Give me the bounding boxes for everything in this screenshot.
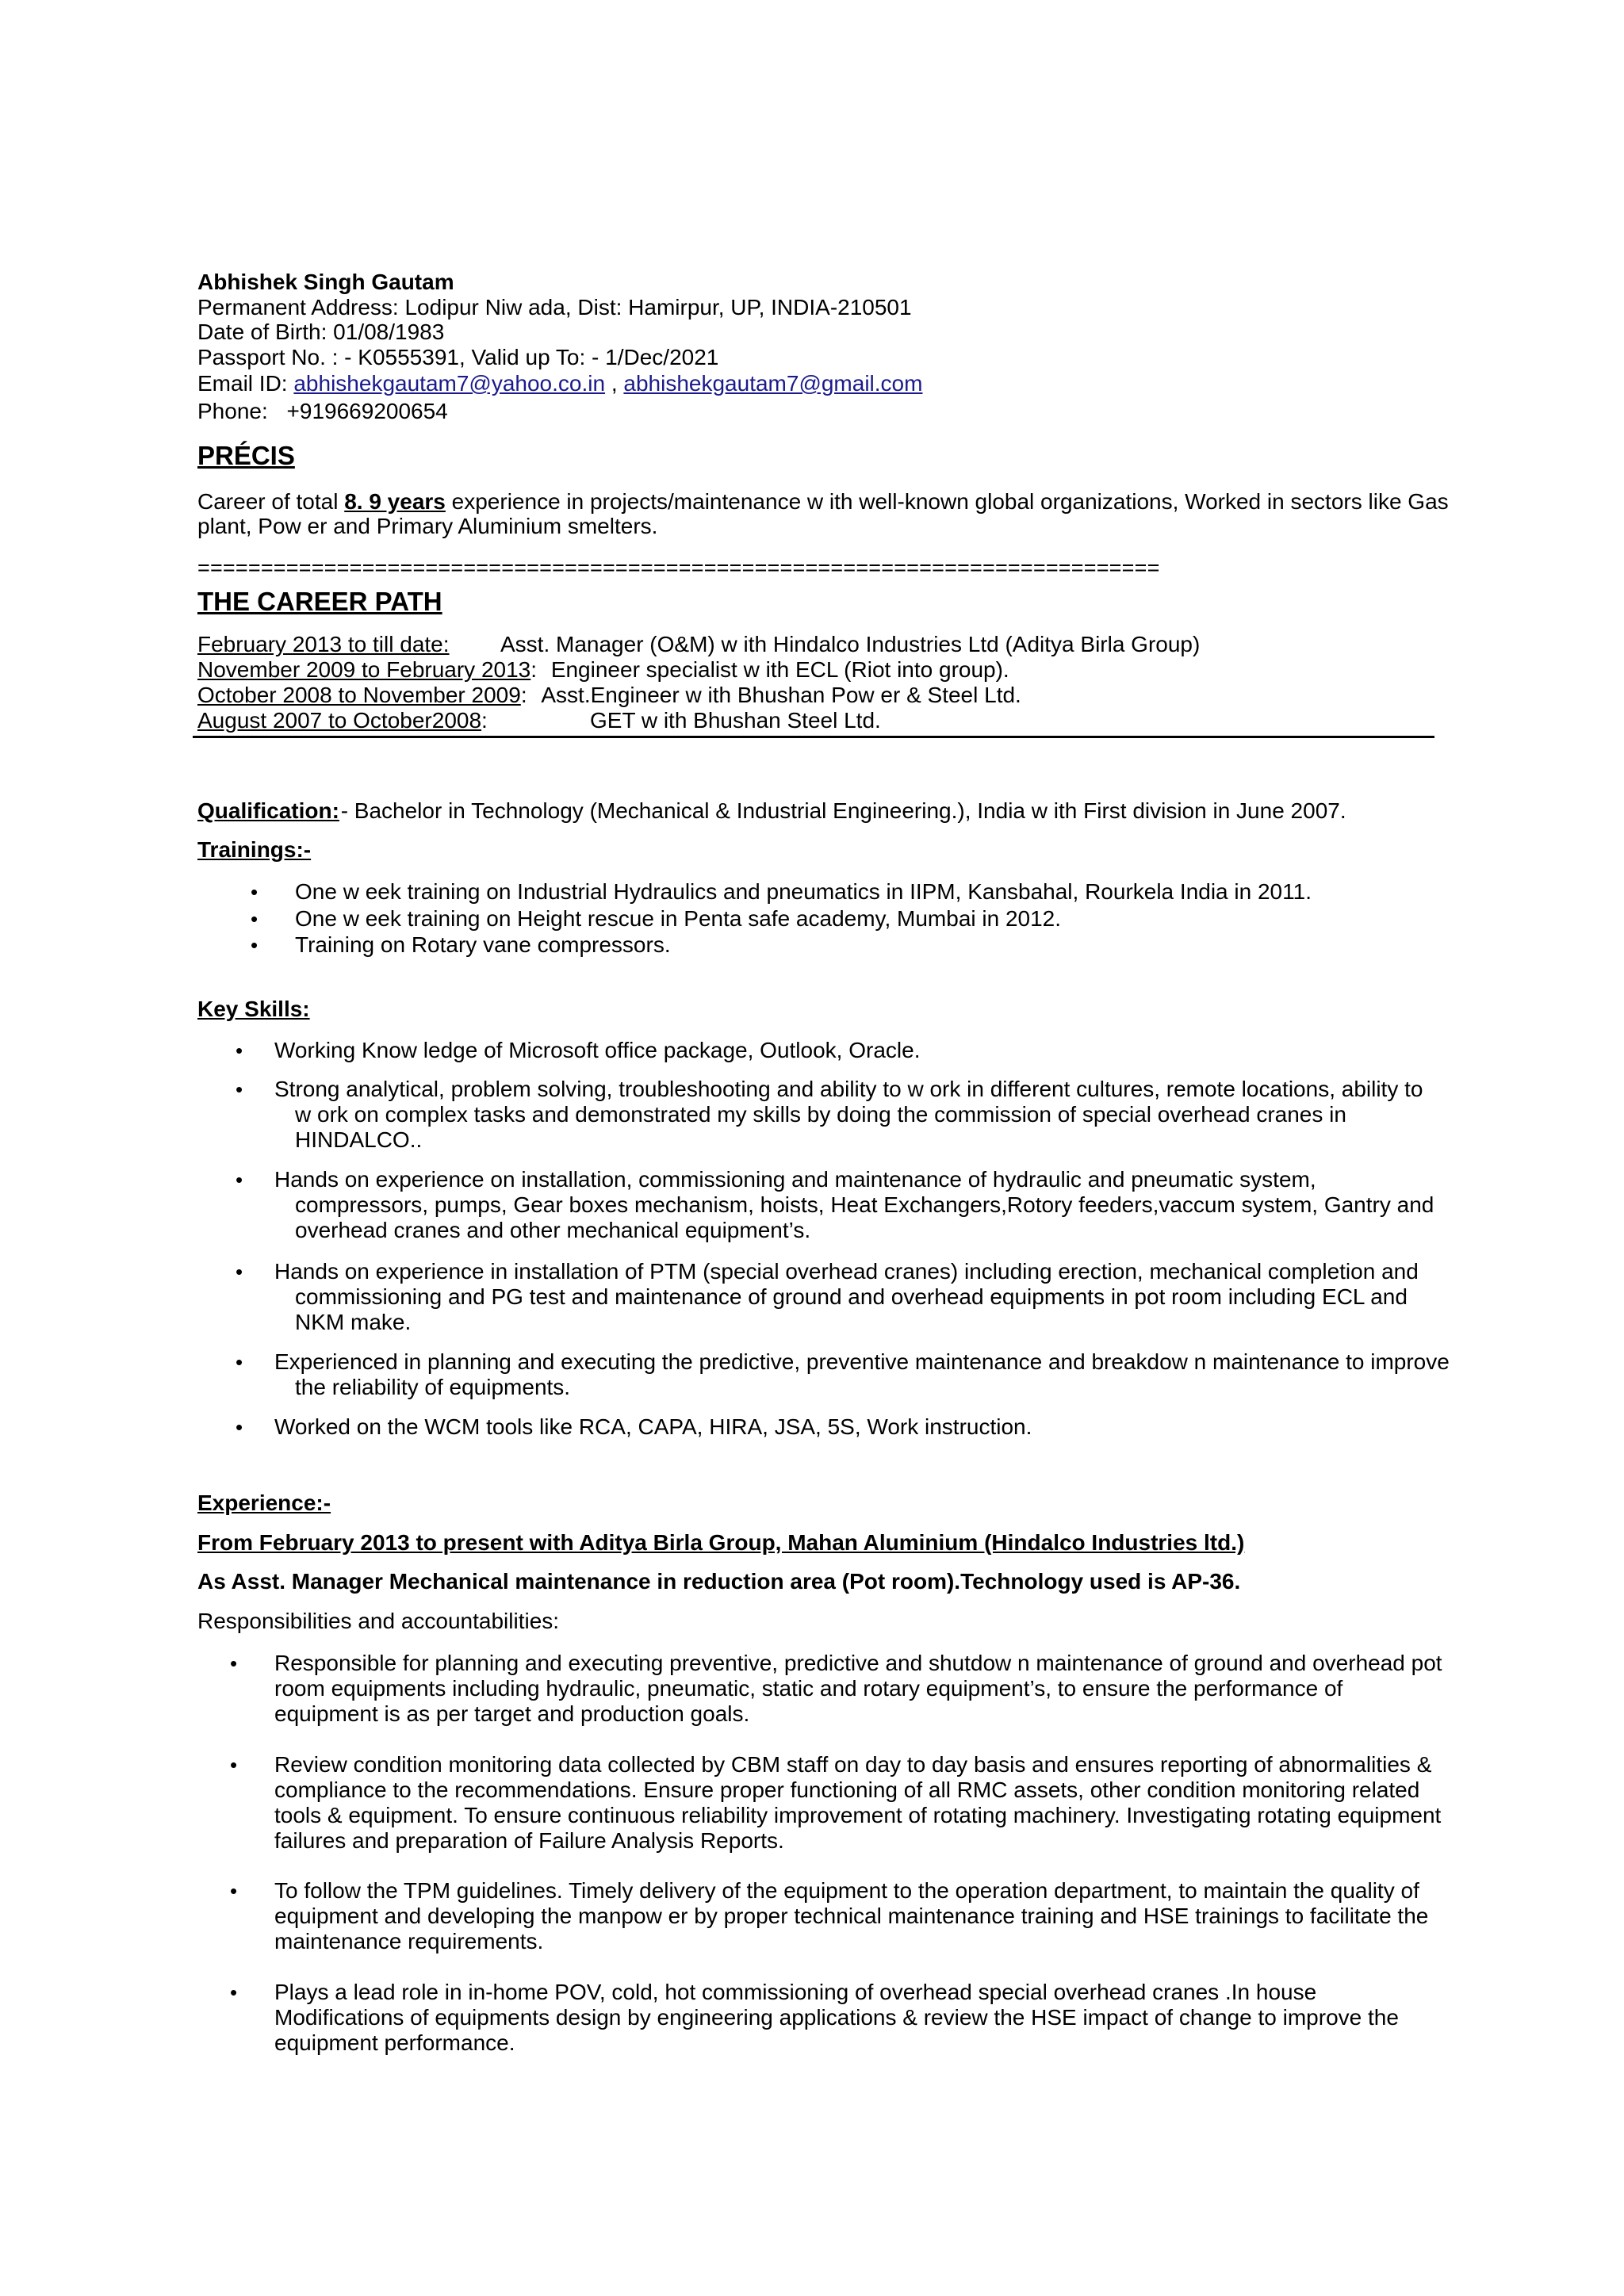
candidate-name: Abhishek Singh Gautam <box>197 270 454 294</box>
qualification-line <box>197 798 1346 824</box>
bullet-icon: • <box>251 907 259 931</box>
training-item: Training on Rotary vane compressors. <box>295 932 671 957</box>
precis-text-post: experience in projects/maintenance w ith well-known global organizations, Worked in sectors like Gas <box>451 489 1449 514</box>
qualification-text: - Bachelor in Technology (Mechanical & Industrial Engineering.), India w ith First division in June 2007. <box>340 798 1346 823</box>
skill-line: NKM make. <box>295 1310 412 1334</box>
skill-line: commissioning and PG test and maintenance of ground and overhead equipments in pot room including ECL and <box>295 1284 1408 1309</box>
career-row <box>197 683 1021 708</box>
responsibility-line: Modifications of equipments design by engineering applications & review the HSE impact of change to improve the <box>274 2005 1399 2030</box>
responsibility-item <box>274 1752 1441 1854</box>
skill-line: the reliability of equipments. <box>295 1375 571 1399</box>
responsibility-line: tools & equipment. To ensure continuous reliability improvement of rotating machinery. Investigating rotating equipment <box>274 1803 1442 1827</box>
skill-item <box>274 1349 1450 1400</box>
section-divider: ============================================================================ <box>197 556 1160 580</box>
skill-item <box>274 1259 1419 1335</box>
precis-years: 8. 9 years <box>344 489 446 514</box>
responsibility-line: compliance to the recommendations. Ensure proper functioning of all RMC assets, other condition monitoring related <box>274 1777 1420 1802</box>
responsibility-line: equipment is as per target and production goals. <box>274 1701 750 1726</box>
skill-line: Strong analytical, problem solving, troubleshooting and ability to w ork in different cultures, remote locations, ability to <box>274 1077 1423 1101</box>
precis-line-2: plant, Pow er and Primary Aluminium smelters. <box>197 514 658 538</box>
skill-line: Hands on experience in installation of PTM (special overhead cranes) including erection, mechanical completion and <box>274 1259 1419 1284</box>
responsibility-line: maintenance requirements. <box>274 1929 544 1954</box>
skill-item <box>274 1167 1434 1243</box>
bullet-icon: • <box>236 1039 243 1062</box>
career-role: Asst. Manager (O&M) w ith Hindalco Industries Ltd (Aditya Birla Group) <box>500 632 1201 656</box>
bullet-icon: • <box>236 1350 243 1374</box>
bullet-icon: • <box>236 1260 243 1284</box>
career-row <box>197 632 1201 657</box>
training-item: One w eek training on Industrial Hydraulics and pneumatics in IIPM, Kansbahal, Rourkela India in 2011. <box>295 879 1312 904</box>
skill-line: w ork on complex tasks and demonstrated my skills by doing the commission of special overhead cranes in <box>295 1102 1346 1127</box>
experience-label: Experience:- <box>197 1490 331 1515</box>
experience-role: As Asst. Manager Mechanical maintenance in reduction area (Pot room).Technology used is AP-36. <box>197 1569 1241 1594</box>
email-separator: , <box>611 371 618 396</box>
career-role: Asst.Engineer w ith Bhushan Pow er & Steel Ltd. <box>541 683 1021 707</box>
skill-line: Working Know ledge of Microsoft office package, Outlook, Oracle. <box>274 1038 921 1062</box>
responsibility-line: equipment and developing the manpow er by proper technical maintenance training and HSE trainings to facilitate the <box>274 1904 1429 1928</box>
skill-item <box>274 1077 1423 1153</box>
bullet-icon: • <box>251 933 259 957</box>
bullet-icon: • <box>236 1077 243 1101</box>
career-underline-rule <box>193 736 1434 738</box>
skill-line: HINDALCO.. <box>295 1127 423 1152</box>
bullet-icon: • <box>230 1980 238 2004</box>
skill-line: Experienced in planning and executing the predictive, preventive maintenance and breakdow n maintenance to improve <box>274 1349 1450 1374</box>
career-row <box>197 657 1009 683</box>
email-link-yahoo[interactable]: abhishekgautam7@yahoo.co.in <box>293 371 606 396</box>
responsibility-line: equipment performance. <box>274 2030 515 2055</box>
precis-line-1 <box>197 489 1449 515</box>
precis-heading: PRÉCIS <box>197 441 295 470</box>
email-line <box>197 371 922 396</box>
skill-item <box>274 1414 1032 1440</box>
email-link-gmail[interactable]: abhishekgautam7@gmail.com <box>623 371 923 396</box>
responsibility-item <box>274 1878 1428 1954</box>
bullet-icon: • <box>236 1168 243 1192</box>
career-role: GET w ith Bhushan Steel Ltd. <box>590 708 881 733</box>
passport-info: Passport No. : - K0555391, Valid up To: - 1/Dec/2021 <box>197 345 719 369</box>
career-separator: : <box>520 683 527 707</box>
skill-line: Worked on the WCM tools like RCA, CAPA, HIRA, JSA, 5S, Work instruction. <box>274 1414 1032 1439</box>
precis-text-pre: Career of total <box>197 489 339 514</box>
career-period: October 2008 to November 2009 <box>197 683 521 707</box>
career-period: February 2013 to till date: <box>197 632 450 656</box>
bullet-icon: • <box>236 1415 243 1439</box>
responsibility-line: room equipments including hydraulic, pneumatic, static and rotary equipment’s, to ensure the performance of <box>274 1676 1343 1701</box>
career-period: August 2007 to October2008 <box>197 708 482 733</box>
responsibility-item <box>274 1980 1399 2056</box>
phone-label: Phone: <box>197 399 268 423</box>
responsibility-item <box>274 1651 1442 1727</box>
permanent-address: Permanent Address: Lodipur Niw ada, Dist: Hamirpur, UP, INDIA-210501 <box>197 295 912 320</box>
key-skills-label: Key Skills: <box>197 997 310 1021</box>
responsibilities-label: Responsibilities and accountabilities: <box>197 1609 560 1633</box>
bullet-icon: • <box>230 1651 238 1675</box>
skill-line: overhead cranes and other mechanical equipment’s. <box>295 1218 811 1242</box>
career-separator: : <box>530 657 538 682</box>
responsibility-line: failures and preparation of Failure Analysis Reports. <box>274 1828 784 1853</box>
email-label: Email ID: <box>197 371 288 396</box>
career-period: November 2009 to February 2013 <box>197 657 531 682</box>
skill-item <box>274 1038 920 1063</box>
date-of-birth: Date of Birth: 01/08/1983 <box>197 320 445 344</box>
career-role: Engineer specialist w ith ECL (Riot into group). <box>550 657 1009 682</box>
phone-line <box>197 399 448 424</box>
responsibility-line: Responsible for planning and executing preventive, predictive and shutdow n maintenance of ground and overhead pot <box>274 1651 1442 1675</box>
training-item: One w eek training on Height rescue in Penta safe academy, Mumbai in 2012. <box>295 906 1062 931</box>
skill-line: compressors, pumps, Gear boxes mechanism, hoists, Heat Exchangers,Rotory feeders,vaccum system, Gantry and <box>295 1192 1434 1217</box>
skill-line: Hands on experience on installation, commissioning and maintenance of hydraulic and pneumatic system, <box>274 1167 1316 1192</box>
experience-company: From February 2013 to present with Aditya Birla Group, Mahan Aluminium (Hindalco Industries ltd.) <box>197 1530 1245 1555</box>
responsibility-line: Review condition monitoring data collected by CBM staff on day to day basis and ensures reporting of abnormalities & <box>274 1752 1432 1777</box>
qualification-label: Qualification: <box>197 798 339 823</box>
phone-number: +919669200654 <box>286 399 448 423</box>
responsibility-line: To follow the TPM guidelines. Timely delivery of the equipment to the operation department, to maintain the quality of <box>274 1878 1419 1903</box>
bullet-icon: • <box>251 880 259 904</box>
trainings-label: Trainings:- <box>197 837 312 862</box>
career-path-heading: THE CAREER PATH <box>197 587 442 616</box>
career-separator: : <box>481 708 488 733</box>
career-row <box>197 708 881 733</box>
bullet-icon: • <box>230 1753 238 1777</box>
bullet-icon: • <box>230 1879 238 1903</box>
responsibility-line: Plays a lead role in in-home POV, cold, hot commissioning of overhead special overhead cranes .In house <box>274 1980 1317 2004</box>
